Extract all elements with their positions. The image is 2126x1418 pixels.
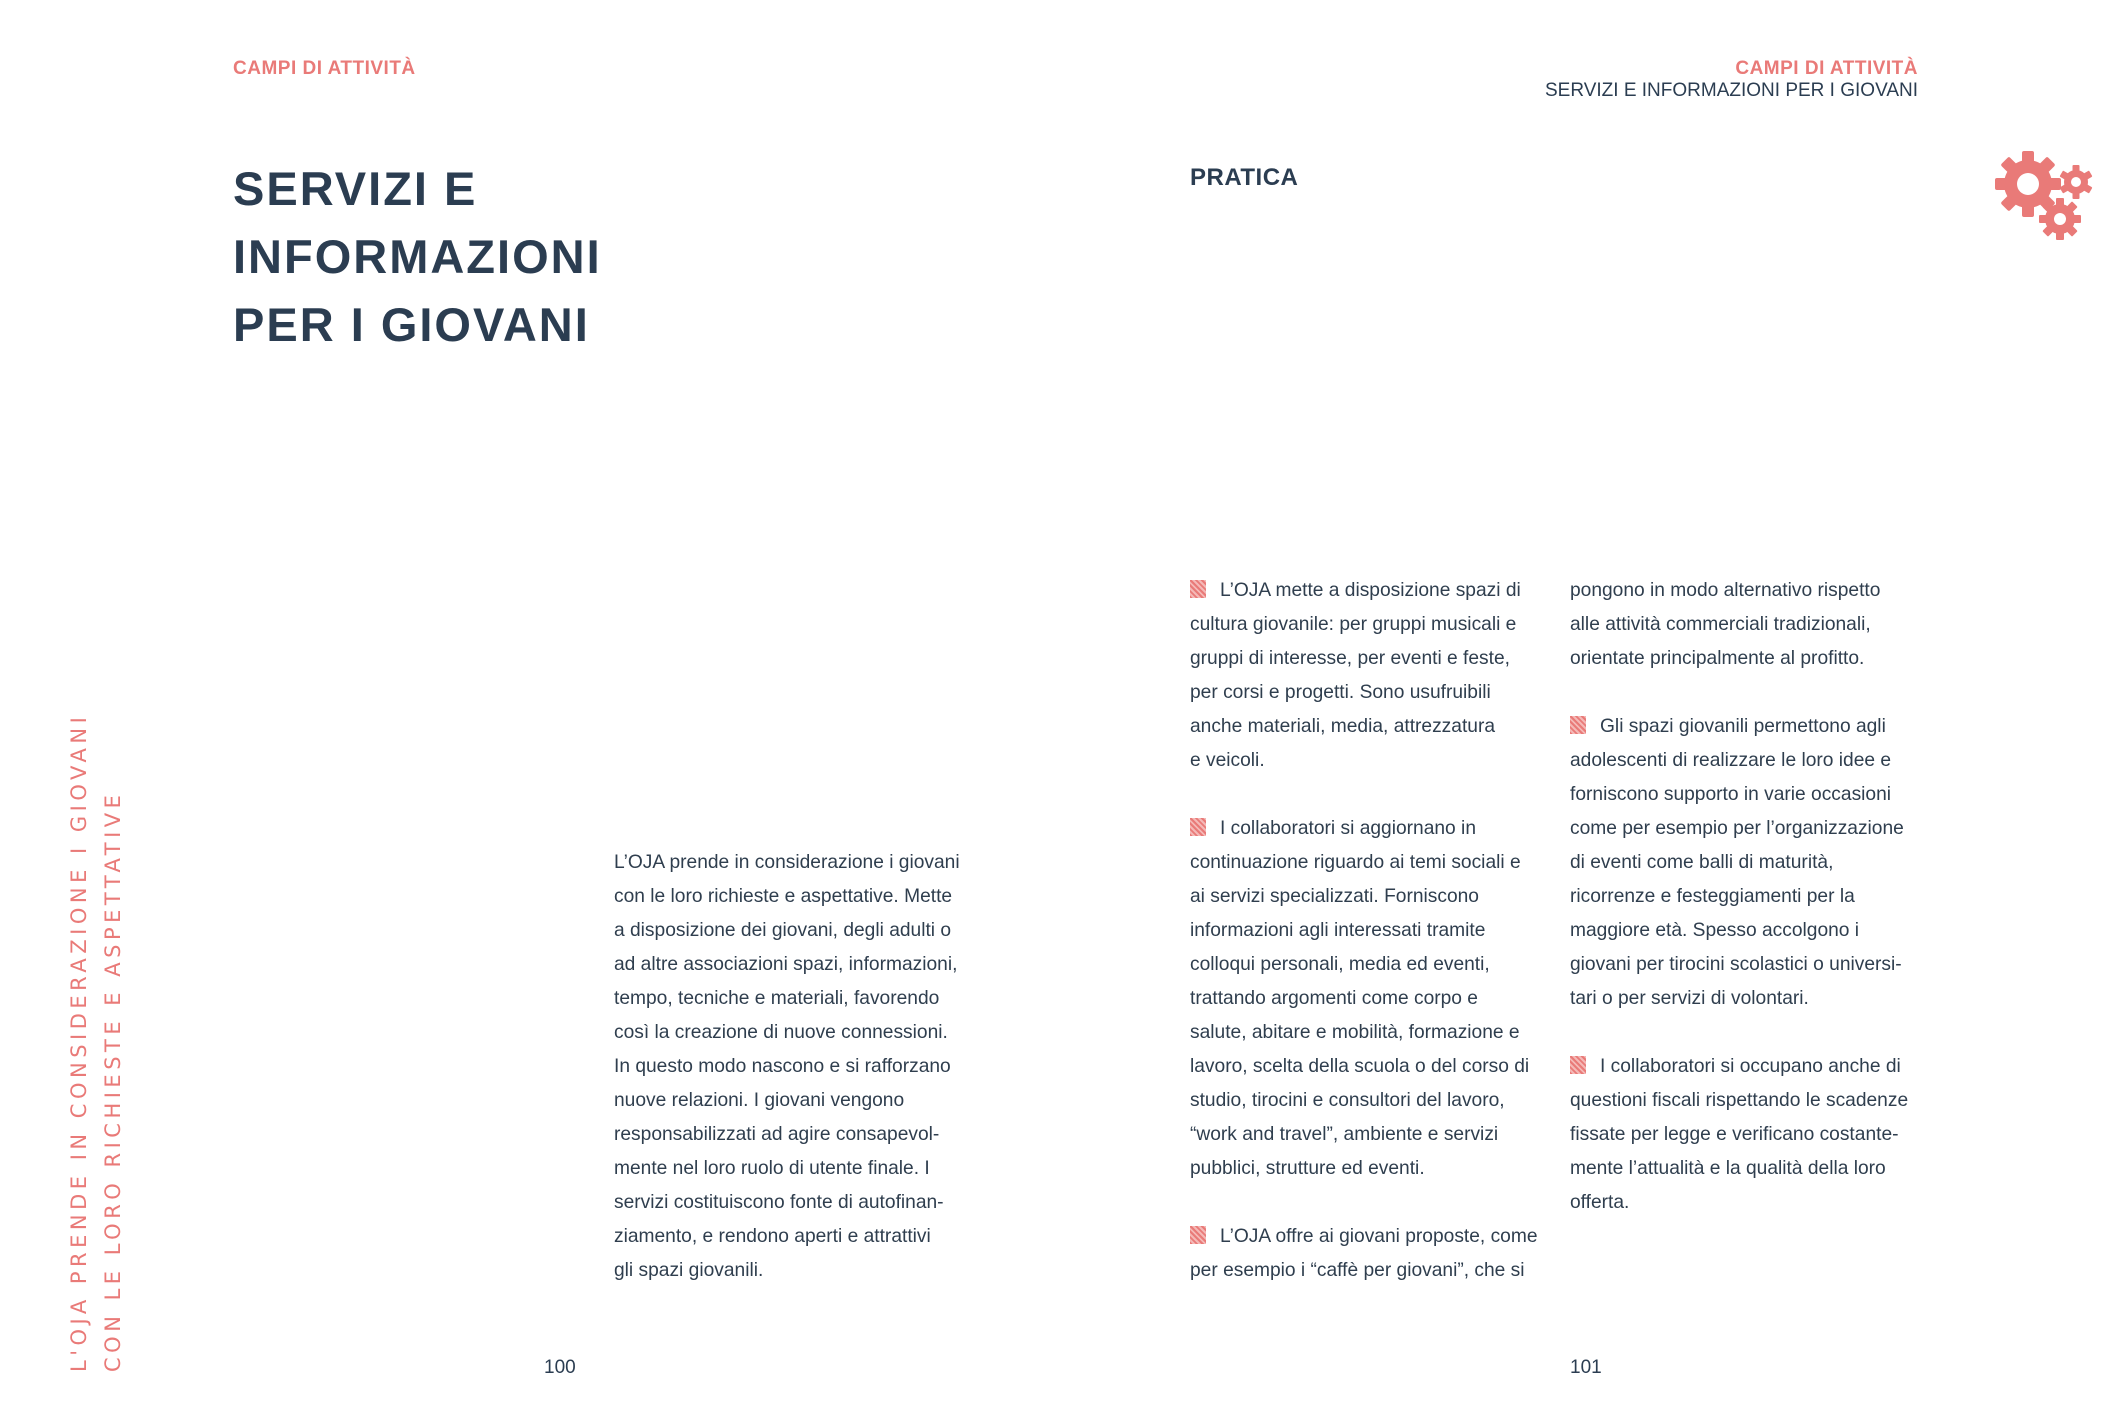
text-line: salute, abitare e mobilità, formazione e bbox=[1190, 1022, 1520, 1043]
right-kicker: CAMPI DI ATTIVITÀ bbox=[1735, 58, 1918, 79]
gears-icon bbox=[1994, 150, 2098, 249]
text-line: ai servizi specializzati. Forniscono bbox=[1190, 886, 1479, 907]
text-line: studio, tirocini e consultori del lavoro, bbox=[1190, 1090, 1505, 1111]
text-line: tempo, tecniche e materiali, favorendo bbox=[614, 988, 940, 1009]
bullet-marker bbox=[1190, 818, 1206, 836]
text-line: anche materiali, media, attrezzatura bbox=[1190, 716, 1496, 737]
text-line: pubblici, strutture ed eventi. bbox=[1190, 1158, 1425, 1179]
text-line: così la creazione di nuove connessioni. bbox=[614, 1022, 948, 1043]
text-line: gruppi di interesse, per eventi e feste, bbox=[1190, 648, 1510, 669]
text-line: adolescenti di realizzare le loro idee e bbox=[1570, 750, 1892, 771]
right-kicker-sub: SERVIZI E INFORMAZIONI PER I GIOVANI bbox=[1544, 80, 1918, 101]
text-line: tari o per servizi di volontari. bbox=[1570, 988, 1809, 1009]
text-line: per corsi e progetti. Sono usufruibili bbox=[1190, 682, 1491, 703]
bullet-marker bbox=[1570, 716, 1586, 734]
text-line: L’OJA prende in considerazione i giovani bbox=[614, 852, 960, 873]
text-line: trattando argomenti come corpo e bbox=[1190, 988, 1478, 1009]
text-line: lavoro, scelta della scuola o del corso di bbox=[1190, 1056, 1530, 1077]
bullet-paragraph bbox=[1570, 710, 1950, 1016]
text-line: a disposizione dei giovani, degli adulti o bbox=[614, 920, 952, 941]
text-line: I collaboratori si aggiornano in bbox=[1220, 818, 1476, 839]
bullet-marker bbox=[1190, 1226, 1206, 1244]
text-line: responsabilizzati ad agire consapevol- bbox=[614, 1124, 940, 1145]
text-line: con le loro richieste e aspettative. Mette bbox=[614, 886, 953, 907]
title-line: INFORMAZIONI bbox=[233, 230, 602, 283]
text-line: “work and travel”, ambiente e servizi bbox=[1190, 1124, 1499, 1145]
text-line: mente l’attualità e la qualità della loro bbox=[1570, 1158, 1886, 1179]
text-line: nuove relazioni. I giovani vengono bbox=[614, 1090, 905, 1111]
bullet-paragraph bbox=[1570, 1050, 1950, 1220]
text-line: L’OJA offre ai giovani proposte, come bbox=[1220, 1226, 1538, 1247]
text-line: In questo modo nascono e si rafforzano bbox=[614, 1056, 951, 1077]
bullet-paragraph bbox=[1190, 812, 1570, 1186]
text-line: continuazione riguardo ai temi sociali e bbox=[1190, 852, 1521, 873]
intro-paragraph bbox=[614, 846, 994, 1288]
text-line: ad altre associazioni spazi, informazioni, bbox=[614, 954, 958, 975]
text-line: questioni fiscali rispettando le scadenze bbox=[1570, 1090, 1909, 1111]
text-line: e veicoli. bbox=[1190, 750, 1265, 771]
text-line: cultura giovanile: per gruppi musicali e bbox=[1190, 614, 1517, 635]
text-line: informazioni agli interessati tramite bbox=[1190, 920, 1486, 941]
text-line: pongono in modo alternativo rispetto bbox=[1570, 580, 1881, 601]
text-line: orientate principalmente al profitto. bbox=[1570, 648, 1865, 669]
text-line: I collaboratori si occupano anche di bbox=[1600, 1056, 1901, 1077]
running-header bbox=[1545, 58, 1918, 102]
bullet-marker bbox=[1190, 580, 1206, 598]
text-line: ricorrenze e festeggiamenti per la bbox=[1570, 886, 1855, 907]
text-line: fissate per legge e verificano costante- bbox=[1570, 1124, 1899, 1145]
page-number-right: 101 bbox=[1570, 1357, 1602, 1378]
text-line: Gli spazi giovanili permettono agli bbox=[1600, 716, 1886, 737]
bullet-paragraph bbox=[1190, 1220, 1570, 1288]
pull-quote-line: CON LE LORO RICHIESTE E ASPETTATIVE bbox=[101, 790, 125, 1372]
text-line: offerta. bbox=[1570, 1192, 1630, 1213]
text-line: L’OJA mette a disposizione spazi di bbox=[1220, 580, 1521, 601]
text-line: come per esempio per l’organizzazione bbox=[1570, 818, 1904, 839]
pull-quote-line: L'OJA PRENDE IN CONSIDERAZIONE I GIOVANI bbox=[67, 712, 91, 1372]
continued-paragraph bbox=[1570, 574, 1950, 676]
text-line: giovani per tirocini scolastici o universi- bbox=[1570, 954, 1902, 975]
text-column-2 bbox=[1570, 574, 1950, 1220]
bullet-paragraph bbox=[1190, 574, 1570, 778]
vertical-pull-quote bbox=[62, 713, 130, 1372]
bullet-marker bbox=[1570, 1056, 1586, 1074]
text-line: mente nel loro ruolo di utente finale. I bbox=[614, 1158, 930, 1179]
text-line: maggiore età. Spesso accolgono i bbox=[1570, 920, 1860, 941]
text-line: alle attività commerciali tradizionali, bbox=[1570, 614, 1871, 635]
title-line: PER I GIOVANI bbox=[233, 298, 590, 351]
text-line: forniscono supporto in varie occasioni bbox=[1570, 784, 1892, 805]
page-number-left: 100 bbox=[544, 1357, 576, 1378]
text-line: servizi costituiscono fonte di autofinan- bbox=[614, 1192, 944, 1213]
text-line: per esempio i “caffè per giovani”, che si bbox=[1190, 1260, 1525, 1281]
text-line: ziamento, e rendono aperti e attrattivi bbox=[614, 1226, 931, 1247]
left-kicker: CAMPI DI ATTIVITÀ bbox=[233, 58, 416, 79]
text-line: colloqui personali, media ed eventi, bbox=[1190, 954, 1490, 975]
text-column-1 bbox=[1190, 574, 1570, 1288]
section-heading: PRATICA bbox=[1190, 164, 1299, 191]
title-line: SERVIZI E bbox=[233, 162, 478, 215]
text-line: di eventi come balli di maturità, bbox=[1570, 852, 1834, 873]
page-title bbox=[233, 155, 602, 359]
text-line: gli spazi giovanili. bbox=[614, 1260, 764, 1281]
